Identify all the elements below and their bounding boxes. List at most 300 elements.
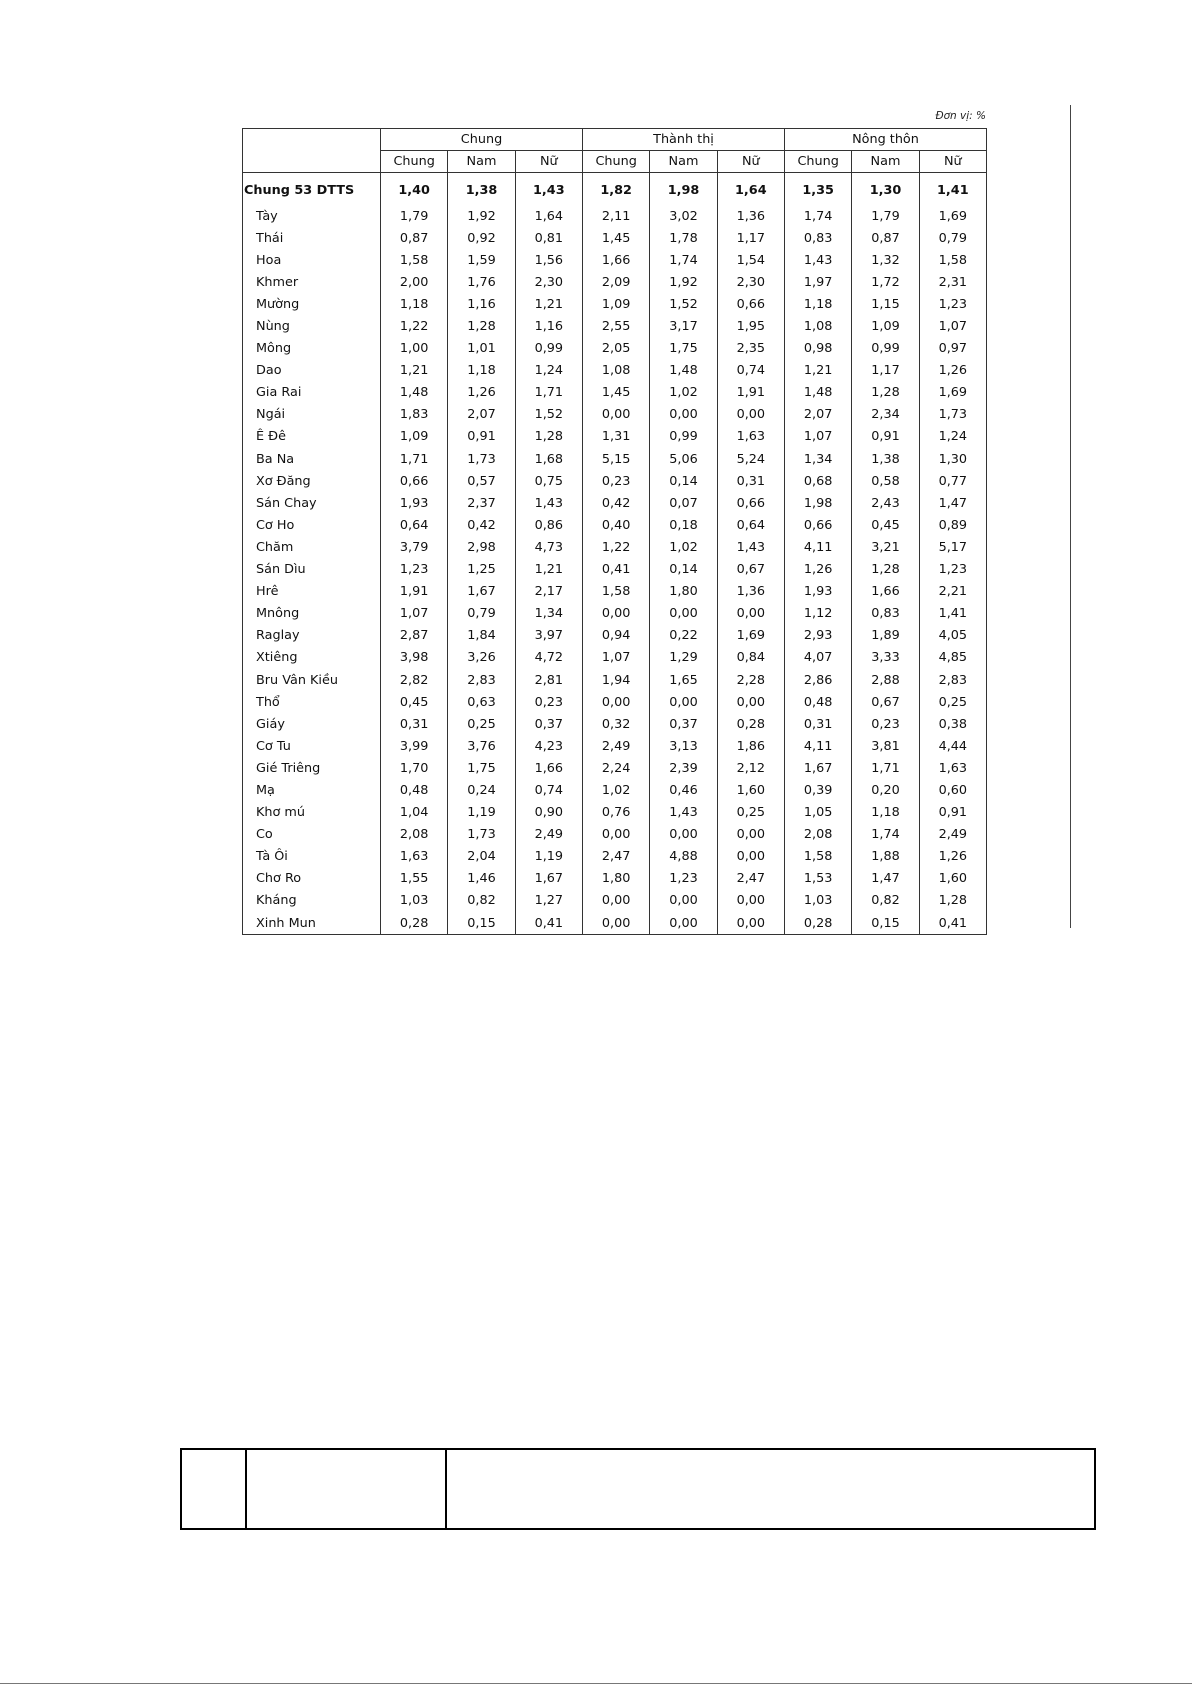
table-cell: 0,00: [583, 824, 650, 846]
table-cell: 1,28: [852, 382, 919, 404]
row-label: Chơ Ro: [243, 868, 381, 890]
table-cell: 1,64: [717, 173, 784, 206]
table-row: [243, 581, 987, 603]
row-label: Chung 53 DTTS: [243, 173, 381, 206]
row-label: Chăm: [243, 536, 381, 558]
table-cell: 0,97: [919, 338, 986, 360]
table-cell: 1,07: [583, 647, 650, 669]
table-cell: 1,02: [650, 382, 717, 404]
table-cell: 4,23: [515, 735, 582, 757]
table-row: [243, 448, 987, 470]
table-cell: 1,79: [381, 205, 448, 227]
table-cell: 0,41: [583, 559, 650, 581]
table-row: [243, 669, 987, 691]
table-cell: 1,47: [852, 868, 919, 890]
table-cell: 1,24: [515, 360, 582, 382]
table-cell: 4,11: [785, 735, 852, 757]
table-cell: 1,16: [515, 315, 582, 337]
row-label: Sán Chay: [243, 492, 381, 514]
sub-header: Nữ: [515, 151, 582, 173]
table-cell: 0,87: [381, 227, 448, 249]
table-cell: 1,17: [852, 360, 919, 382]
header-corner: [243, 129, 381, 173]
table-row: [243, 249, 987, 271]
table-cell: 1,93: [381, 492, 448, 514]
table-cell: 4,73: [515, 536, 582, 558]
table-cell: 2,08: [785, 824, 852, 846]
table-cell: 1,00: [381, 338, 448, 360]
table-cell: 2,88: [852, 669, 919, 691]
table-cell: 0,00: [650, 404, 717, 426]
table-row: [243, 603, 987, 625]
table-cell: 0,00: [583, 890, 650, 912]
table-cell: 1,84: [448, 625, 515, 647]
table-cell: 0,15: [852, 912, 919, 935]
table-cell: 2,09: [583, 271, 650, 293]
table-cell: 2,30: [515, 271, 582, 293]
table-cell: 2,04: [448, 846, 515, 868]
table-cell: 0,28: [381, 912, 448, 935]
table-cell: 1,28: [852, 559, 919, 581]
table-cell: 0,48: [785, 691, 852, 713]
table-cell: 1,36: [717, 581, 784, 603]
table-cell: 1,09: [381, 426, 448, 448]
table-cell: 1,43: [515, 173, 582, 206]
table-cell: 0,79: [448, 603, 515, 625]
table-cell: 2,83: [448, 669, 515, 691]
table-cell: 3,26: [448, 647, 515, 669]
table-cell: 1,16: [448, 293, 515, 315]
table-cell: 1,21: [785, 360, 852, 382]
table-cell: 2,81: [515, 669, 582, 691]
table-cell: 0,98: [785, 338, 852, 360]
table-cell: 0,00: [583, 603, 650, 625]
table-cell: 0,37: [650, 713, 717, 735]
table-row: [243, 382, 987, 404]
total-row: [243, 173, 987, 206]
row-label: Gia Rai: [243, 382, 381, 404]
table-cell: 0,67: [717, 559, 784, 581]
row-label: Khơ mú: [243, 802, 381, 824]
table-cell: 1,80: [583, 868, 650, 890]
table-cell: 1,26: [785, 559, 852, 581]
table-cell: 5,17: [919, 536, 986, 558]
table-row: [243, 227, 987, 249]
row-label: Co: [243, 824, 381, 846]
row-label: Raglay: [243, 625, 381, 647]
table-row: [243, 205, 987, 227]
sub-header: Nam: [650, 151, 717, 173]
table-cell: 1,94: [583, 669, 650, 691]
table-cell: 2,07: [448, 404, 515, 426]
row-label: Xtiêng: [243, 647, 381, 669]
table-cell: 1,88: [852, 846, 919, 868]
table-cell: 1,23: [919, 559, 986, 581]
bottom-table-fragment: [180, 1448, 1096, 1530]
table-cell: 1,80: [650, 581, 717, 603]
table-cell: 1,71: [381, 448, 448, 470]
table-cell: 1,31: [583, 426, 650, 448]
table-cell: 2,39: [650, 757, 717, 779]
table-cell: 1,64: [515, 205, 582, 227]
table-cell: 0,83: [852, 603, 919, 625]
table-cell: 0,64: [717, 514, 784, 536]
table-cell: 1,78: [650, 227, 717, 249]
table-cell: 0,48: [381, 779, 448, 801]
table-cell: 1,55: [381, 868, 448, 890]
table-cell: 1,58: [381, 249, 448, 271]
table-cell: 0,00: [650, 912, 717, 935]
table-cell: 1,68: [515, 448, 582, 470]
table-cell: 5,15: [583, 448, 650, 470]
table-cell: 0,42: [583, 492, 650, 514]
page-margin-rule: [1070, 105, 1071, 928]
table-cell: 1,05: [785, 802, 852, 824]
table-cell: 2,37: [448, 492, 515, 514]
sub-header: Nam: [852, 151, 919, 173]
table-cell: 2,08: [381, 824, 448, 846]
sub-header: Chung: [785, 151, 852, 173]
table-cell: 1,52: [515, 404, 582, 426]
table-row: [243, 824, 987, 846]
table-cell: 2,98: [448, 536, 515, 558]
table-cell: 0,00: [583, 691, 650, 713]
table-cell: 1,63: [381, 846, 448, 868]
table-cell: 1,72: [852, 271, 919, 293]
table-cell: 3,98: [381, 647, 448, 669]
table-cell: 1,59: [448, 249, 515, 271]
table-cell: 1,08: [583, 360, 650, 382]
table-cell: 1,45: [583, 227, 650, 249]
table-cell: 3,76: [448, 735, 515, 757]
table-cell: 1,03: [381, 890, 448, 912]
table-cell: 2,12: [717, 757, 784, 779]
table-cell: 0,66: [381, 470, 448, 492]
table-cell: 1,56: [515, 249, 582, 271]
table-cell: 0,28: [717, 713, 784, 735]
table-cell: 0,23: [852, 713, 919, 735]
row-label: Bru Vân Kiều: [243, 669, 381, 691]
table-cell: 2,30: [717, 271, 784, 293]
table-cell: 1,01: [448, 338, 515, 360]
table-cell: 1,70: [381, 757, 448, 779]
table-cell: 2,34: [852, 404, 919, 426]
table-cell: 1,34: [785, 448, 852, 470]
table-cell: 1,43: [717, 536, 784, 558]
table-cell: 1,18: [785, 293, 852, 315]
table-cell: 1,07: [381, 603, 448, 625]
row-label: Ngái: [243, 404, 381, 426]
table-cell: 0,39: [785, 779, 852, 801]
table-cell: 2,55: [583, 315, 650, 337]
table-cell: 0,00: [717, 846, 784, 868]
table-cell: 0,22: [650, 625, 717, 647]
table-cell: 1,41: [919, 603, 986, 625]
table-cell: 2,47: [583, 846, 650, 868]
table-cell: 0,57: [448, 470, 515, 492]
table-cell: 1,75: [448, 757, 515, 779]
table-cell: 1,66: [583, 249, 650, 271]
table-cell: 1,09: [583, 293, 650, 315]
table-row: [243, 404, 987, 426]
row-label: Hoa: [243, 249, 381, 271]
group-header: Nông thôn: [785, 129, 987, 151]
table-row: [243, 713, 987, 735]
table-cell: 1,60: [919, 868, 986, 890]
table-cell: 1,43: [515, 492, 582, 514]
table-cell: 0,74: [515, 779, 582, 801]
row-label: Mông: [243, 338, 381, 360]
table-cell: 1,41: [919, 173, 986, 206]
table-cell: 2,24: [583, 757, 650, 779]
bottom-table-cell: [247, 1450, 447, 1528]
row-label: Hrê: [243, 581, 381, 603]
table-cell: 1,29: [650, 647, 717, 669]
table-cell: 0,82: [448, 890, 515, 912]
table-cell: 1,66: [515, 757, 582, 779]
sub-header: Nữ: [919, 151, 986, 173]
table-cell: 1,40: [381, 173, 448, 206]
table-cell: 0,86: [515, 514, 582, 536]
table-row: [243, 338, 987, 360]
page-bottom-rule: [0, 1683, 1192, 1684]
table-row: [243, 757, 987, 779]
table-cell: 1,58: [919, 249, 986, 271]
table-cell: 3,97: [515, 625, 582, 647]
table-cell: 0,00: [717, 691, 784, 713]
table-cell: 1,27: [515, 890, 582, 912]
table-cell: 1,28: [919, 890, 986, 912]
table-cell: 1,02: [583, 779, 650, 801]
table-cell: 1,71: [515, 382, 582, 404]
table-cell: 2,47: [717, 868, 784, 890]
table-cell: 2,21: [919, 581, 986, 603]
row-label: Nùng: [243, 315, 381, 337]
table-cell: 0,00: [650, 603, 717, 625]
table-cell: 0,31: [785, 713, 852, 735]
table-cell: 2,05: [583, 338, 650, 360]
table-cell: 1,21: [515, 559, 582, 581]
table-cell: 3,02: [650, 205, 717, 227]
table-cell: 0,77: [919, 470, 986, 492]
table-cell: 1,86: [717, 735, 784, 757]
table-cell: 0,64: [381, 514, 448, 536]
table-cell: 4,07: [785, 647, 852, 669]
table-cell: 2,49: [583, 735, 650, 757]
table-cell: 2,83: [919, 669, 986, 691]
table-cell: 2,35: [717, 338, 784, 360]
table-cell: 1,74: [650, 249, 717, 271]
table-cell: 0,00: [717, 890, 784, 912]
table-cell: 1,43: [785, 249, 852, 271]
table-row: [243, 890, 987, 912]
table-cell: 0,23: [515, 691, 582, 713]
table-cell: 0,46: [650, 779, 717, 801]
table-cell: 1,67: [515, 868, 582, 890]
table-cell: 1,82: [583, 173, 650, 206]
table-cell: 0,00: [717, 912, 784, 935]
table-cell: 0,00: [717, 824, 784, 846]
table-cell: 1,38: [448, 173, 515, 206]
table-cell: 1,93: [785, 581, 852, 603]
sub-header: Chung: [583, 151, 650, 173]
table-cell: 1,74: [785, 205, 852, 227]
table-cell: 1,79: [852, 205, 919, 227]
table-cell: 0,75: [515, 470, 582, 492]
row-label: Khmer: [243, 271, 381, 293]
table-cell: 0,00: [717, 603, 784, 625]
table-cell: 0,91: [852, 426, 919, 448]
bottom-table-cell: [182, 1450, 247, 1528]
table-cell: 1,18: [381, 293, 448, 315]
table-cell: 0,99: [650, 426, 717, 448]
table-cell: 1,92: [448, 205, 515, 227]
table-row: [243, 271, 987, 293]
table-row: [243, 625, 987, 647]
table-cell: 0,25: [448, 713, 515, 735]
table-cell: 5,06: [650, 448, 717, 470]
table-cell: 1,48: [785, 382, 852, 404]
table-cell: 1,76: [448, 271, 515, 293]
table-cell: 2,87: [381, 625, 448, 647]
table-cell: 0,23: [583, 470, 650, 492]
table-cell: 1,58: [583, 581, 650, 603]
table-cell: 0,00: [650, 824, 717, 846]
table-cell: 0,31: [381, 713, 448, 735]
table-cell: 1,95: [717, 315, 784, 337]
table-cell: 5,24: [717, 448, 784, 470]
table-cell: 1,04: [381, 802, 448, 824]
table-cell: 1,08: [785, 315, 852, 337]
table-row: [243, 735, 987, 757]
table-cell: 0,82: [852, 890, 919, 912]
row-label: Thái: [243, 227, 381, 249]
table-cell: 0,58: [852, 470, 919, 492]
table-cell: 3,81: [852, 735, 919, 757]
table-row: [243, 647, 987, 669]
table-cell: 1,53: [785, 868, 852, 890]
table-cell: 1,98: [785, 492, 852, 514]
row-label: Kháng: [243, 890, 381, 912]
row-label: Gié Triêng: [243, 757, 381, 779]
table-cell: 1,34: [515, 603, 582, 625]
table-cell: 1,65: [650, 669, 717, 691]
table-cell: 1,66: [852, 581, 919, 603]
table-cell: 4,11: [785, 536, 852, 558]
table-row: [243, 293, 987, 315]
table-cell: 0,15: [448, 912, 515, 935]
table-cell: 1,54: [717, 249, 784, 271]
group-header: Thành thị: [583, 129, 785, 151]
table-cell: 3,13: [650, 735, 717, 757]
sub-header: Chung: [381, 151, 448, 173]
table-row: [243, 779, 987, 801]
row-label: Tày: [243, 205, 381, 227]
table-cell: 1,75: [650, 338, 717, 360]
row-label: Cơ Ho: [243, 514, 381, 536]
table-cell: 1,38: [852, 448, 919, 470]
table-cell: 1,60: [717, 779, 784, 801]
table-row: [243, 691, 987, 713]
bottom-table-cell: [447, 1450, 1094, 1528]
table-cell: 3,21: [852, 536, 919, 558]
table-cell: 0,89: [919, 514, 986, 536]
table-cell: 0,31: [717, 470, 784, 492]
table-cell: 1,07: [919, 315, 986, 337]
row-label: Giáy: [243, 713, 381, 735]
table-cell: 1,26: [448, 382, 515, 404]
table-cell: 0,90: [515, 802, 582, 824]
table-cell: 3,33: [852, 647, 919, 669]
table-cell: 0,81: [515, 227, 582, 249]
table-cell: 1,45: [583, 382, 650, 404]
table-cell: 1,23: [650, 868, 717, 890]
table-row: [243, 426, 987, 448]
table-cell: 1,07: [785, 426, 852, 448]
table-cell: 0,41: [919, 912, 986, 935]
table-row: [243, 360, 987, 382]
table-cell: 0,66: [717, 293, 784, 315]
table-cell: 0,63: [448, 691, 515, 713]
table-cell: 1,18: [448, 360, 515, 382]
table-cell: 2,86: [785, 669, 852, 691]
table-cell: 1,52: [650, 293, 717, 315]
row-label: Mạ: [243, 779, 381, 801]
table-cell: 2,11: [583, 205, 650, 227]
table-cell: 1,25: [448, 559, 515, 581]
table-cell: 0,00: [717, 404, 784, 426]
table-cell: 1,43: [650, 802, 717, 824]
table-cell: 2,00: [381, 271, 448, 293]
table-cell: 0,66: [785, 514, 852, 536]
table-cell: 1,67: [448, 581, 515, 603]
table-cell: 0,79: [919, 227, 986, 249]
table-cell: 0,32: [583, 713, 650, 735]
table-cell: 1,26: [919, 846, 986, 868]
table-cell: 0,83: [785, 227, 852, 249]
group-header-row: [243, 129, 987, 151]
row-label: Xơ Đăng: [243, 470, 381, 492]
table-cell: 1,18: [852, 802, 919, 824]
table-cell: 1,09: [852, 315, 919, 337]
row-label: Mường: [243, 293, 381, 315]
table-cell: 0,20: [852, 779, 919, 801]
table-cell: 0,00: [583, 404, 650, 426]
table-cell: 1,12: [785, 603, 852, 625]
table-cell: 0,87: [852, 227, 919, 249]
table-row: [243, 868, 987, 890]
table-cell: 1,83: [381, 404, 448, 426]
table-cell: 1,91: [381, 581, 448, 603]
table-cell: 2,93: [785, 625, 852, 647]
table-cell: 1,03: [785, 890, 852, 912]
table-cell: 1,23: [919, 293, 986, 315]
table-cell: 2,49: [515, 824, 582, 846]
table-cell: 1,17: [717, 227, 784, 249]
table-cell: 0,67: [852, 691, 919, 713]
table-cell: 2,28: [717, 669, 784, 691]
table-cell: 1,69: [717, 625, 784, 647]
table-cell: 0,60: [919, 779, 986, 801]
table-body: [243, 173, 987, 935]
table-cell: 1,30: [919, 448, 986, 470]
table-row: [243, 470, 987, 492]
table-row: [243, 559, 987, 581]
table-cell: 0,18: [650, 514, 717, 536]
table-cell: 2,17: [515, 581, 582, 603]
table-cell: 0,91: [919, 802, 986, 824]
row-label: Xinh Mun: [243, 912, 381, 935]
